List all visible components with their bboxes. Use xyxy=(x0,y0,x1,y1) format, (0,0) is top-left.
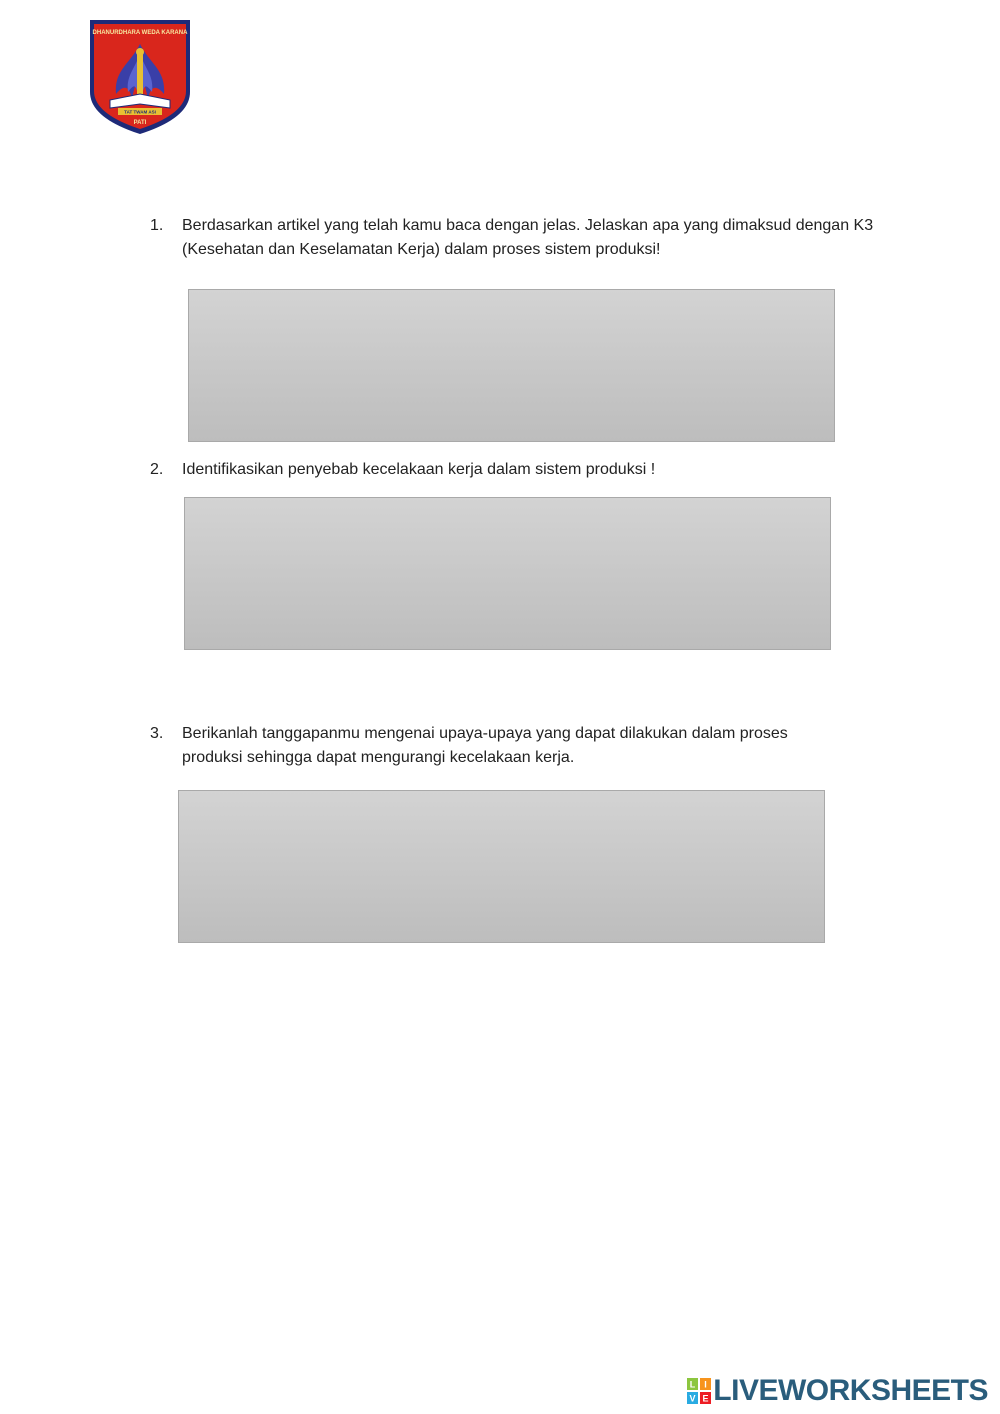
question-number: 1. xyxy=(150,217,164,234)
liveworksheets-mark-icon xyxy=(687,1378,711,1404)
svg-text:E: E xyxy=(702,1393,709,1404)
question-number: 3. xyxy=(150,725,164,742)
liveworksheets-brand xyxy=(687,1374,988,1408)
question-1 xyxy=(150,214,880,262)
question-3 xyxy=(150,722,830,770)
emblem-banner-text: DHANURDHARA WEDA KARANA xyxy=(92,30,188,36)
question-text: Identifikasikan penyebab kecelakaan kerja dalam sistem produksi ! xyxy=(182,461,656,478)
question-text: Berikanlah tanggapanmu mengenai upaya-upaya yang dapat dilakukan dalam proses produksi sehingga dapat mengurangi kecelakaan kerja. xyxy=(182,725,788,766)
school-emblem-logo xyxy=(80,14,200,138)
answer-box-3[interactable] xyxy=(178,790,825,943)
emblem-region-text: PATI xyxy=(133,120,147,126)
svg-text:L: L xyxy=(690,1379,696,1390)
svg-text:I: I xyxy=(704,1379,708,1390)
brand-text: LIVEWORKSHEETS xyxy=(713,1374,988,1407)
answer-box-2[interactable] xyxy=(184,497,831,650)
svg-text:V: V xyxy=(689,1393,696,1404)
question-number: 2. xyxy=(150,461,164,478)
answer-box-1[interactable] xyxy=(188,289,835,442)
emblem-ribbon-text: TAT TWAM ASI xyxy=(124,109,156,115)
question-2 xyxy=(150,458,880,482)
question-text: Berdasarkan artikel yang telah kamu baca dengan jelas. Jelaskan apa yang dimaksud dengan K3 (Kesehatan dan Keselamatan Kerja) dalam proses sistem produksi! xyxy=(182,217,874,258)
